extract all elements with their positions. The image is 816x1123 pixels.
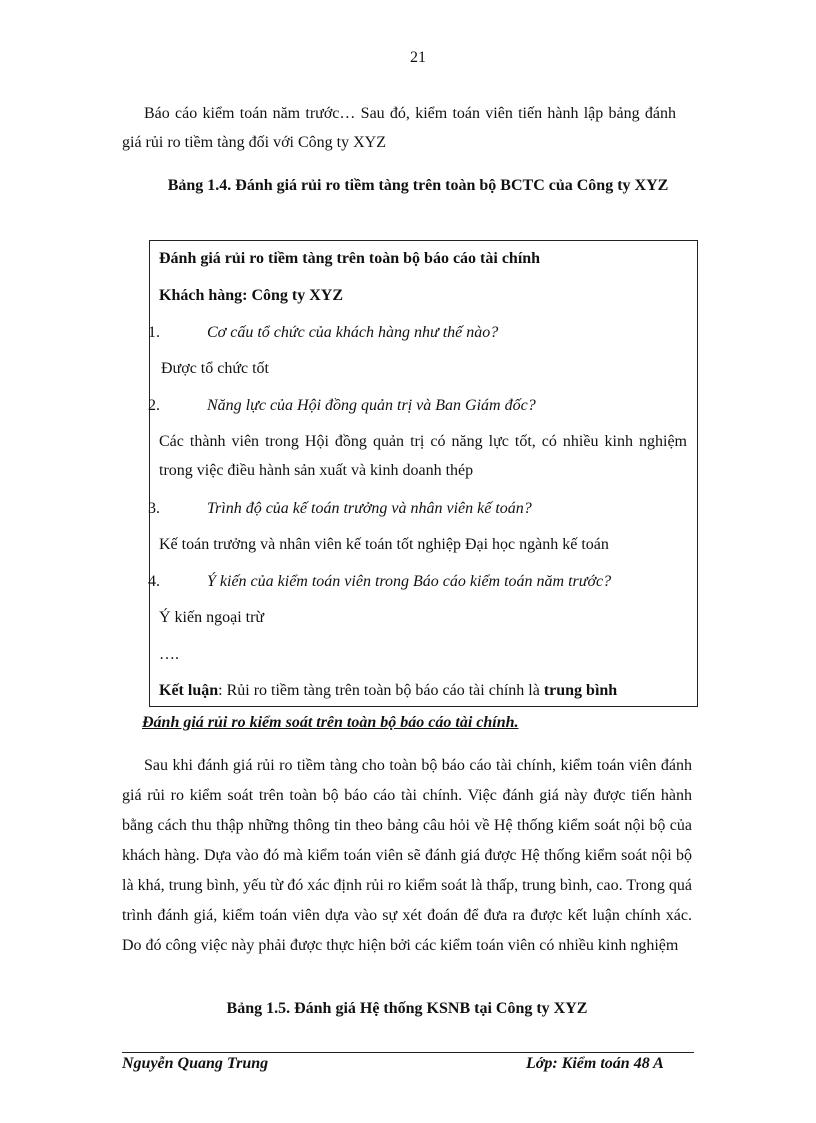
footer-author: Nguyễn Quang Trung [122, 1055, 269, 1072]
box-title: Đánh giá rủi ro tiềm tàng trên toàn bộ báo cáo tài chính [159, 250, 541, 267]
answer-3: Kế toán trưởng và nhân viên kế toán tốt nghiệp Đại học ngành kế toán [159, 536, 609, 553]
question-number: 1. [148, 324, 160, 341]
client-name: Công ty XYZ [251, 287, 344, 304]
answer-1: Được tổ chức tốt [161, 360, 269, 377]
question-number: 3. [148, 500, 160, 517]
page-number: 21 [410, 49, 426, 66]
risk-assessment-box [149, 240, 698, 707]
footer-class: Lớp: Kiểm toán 48 A [526, 1055, 664, 1072]
question-number: 4. [148, 573, 160, 590]
client-label: Khách hàng: [159, 287, 248, 304]
ellipsis: …. [159, 646, 179, 663]
answer-2: Các thành viên trong Hội đồng quản trị có năng lực tốt, có nhiều kinh nghiệm trong việc điều hành sản xuất và kinh doanh thép [159, 433, 687, 479]
control-risk-heading: Đánh giá rủi ro kiểm soát trên toàn bộ báo cáo tài chính. [142, 714, 519, 731]
footer-rule [122, 1052, 694, 1053]
question-text: Ý kiến của kiểm toán viên trong Báo cáo kiểm toán năm trước? [207, 573, 612, 590]
table-1-4-caption: Bảng 1.4. Đánh giá rủi ro tiềm tàng trên toàn bộ BCTC của Công ty XYZ [167, 177, 669, 194]
conclusion-value: trung bình [543, 682, 618, 699]
question-text: Năng lực của Hội đồng quản trị và Ban Giám đốc? [207, 397, 536, 414]
conclusion-label: Kết luận [159, 682, 219, 699]
question-text: Trình độ của kế toán trưởng và nhân viên kế toán? [207, 500, 532, 517]
question-text: Cơ cấu tổ chức của khách hàng như thế nào? [207, 324, 499, 341]
conclusion-line [159, 676, 687, 705]
intro-paragraph: Báo cáo kiểm toán năm trước… Sau đó, kiểm toán viên tiến hành lập bảng đánh giá rủi ro tiềm tàng đối với Công ty XYZ [122, 105, 676, 151]
table-1-5-caption: Bảng 1.5. Đánh giá Hệ thống KSNB tại Công ty XYZ [226, 1000, 588, 1017]
answer-4: Ý kiến ngoại trừ [159, 609, 265, 626]
client-line [159, 281, 687, 310]
question-number: 2. [148, 397, 160, 414]
control-risk-paragraph: Sau khi đánh giá rủi ro tiềm tàng cho toàn bộ báo cáo tài chính, kiểm toán viên đánh giá rủi ro kiểm soát trên toàn bộ báo cáo tài chính. Việc đánh giá này được tiến hành bằng cách thu thập những thông tin theo bảng câu hỏi về Hệ thống kiểm soát nội bộ của khách hàng. Dựa vào đó mà kiểm toán viên sẽ đánh giá được Hệ thống kiểm soát nội bộ là khá, trung bình, yếu từ đó xác định rủi ro kiểm soát là thấp, trung bình, cao. Trong quá trình đánh giá, kiểm toán viên dựa vào sự xét đoán để đưa ra được kết luận chính xác. Do đó công việc này phải được thực hiện bởi các kiểm toán viên có nhiều kinh nghiệm [122, 757, 692, 954]
conclusion-text: : Rủi ro tiềm tàng trên toàn bộ báo cáo tài chính là [218, 682, 544, 699]
